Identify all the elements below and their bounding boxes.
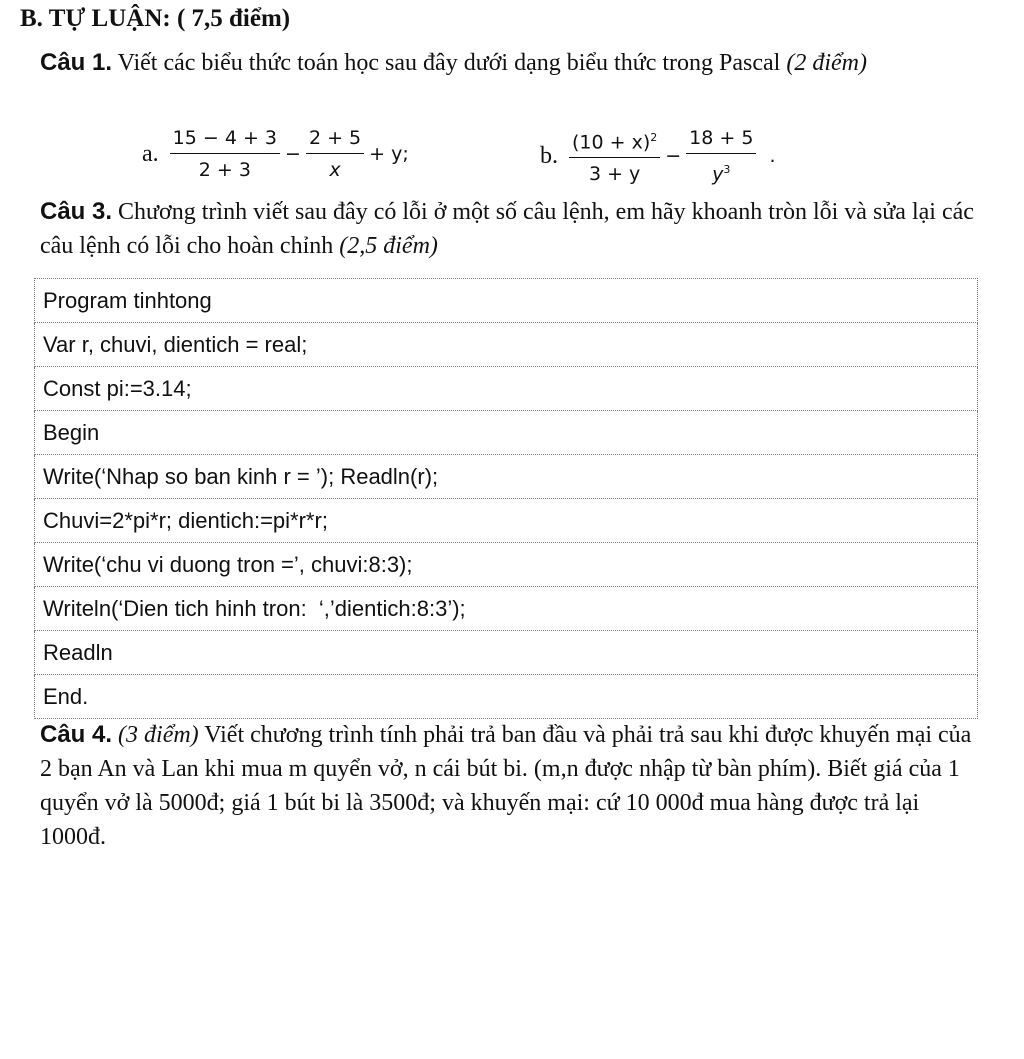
question-4-label: Câu 4. xyxy=(40,721,113,748)
question-3-points: (2,5 điểm) xyxy=(339,233,438,259)
fraction-b1-numerator-base: (10 + x) xyxy=(572,131,651,154)
code-line: Writeln(‘Dien tich hinh tron: ‘,’dientich:8:3’); xyxy=(35,587,978,631)
question-1-label: Câu 1. xyxy=(40,49,113,76)
code-line: End. xyxy=(35,675,978,719)
code-line: Var r, chuvi, dientich = real; xyxy=(35,323,978,367)
fraction-b1-denominator: 3 + y xyxy=(588,163,641,186)
fraction-a2-numerator: 2 + 5 xyxy=(306,126,364,154)
expression-a-tail: + y; xyxy=(369,143,409,165)
expression-b xyxy=(540,126,777,186)
expression-a-label: a. xyxy=(142,140,159,167)
fraction-b2-denominator xyxy=(709,154,733,186)
fraction-b2-numerator: 18 + 5 xyxy=(686,126,756,154)
fraction-a2-denominator: x xyxy=(329,159,341,181)
code-line: Write(‘Nhap so ban kinh r = ’); Readln(r); xyxy=(35,455,978,499)
code-row xyxy=(35,631,978,675)
fraction-a1 xyxy=(170,126,280,182)
fraction-b1-numerator xyxy=(569,126,660,158)
code-line: Program tinhtong xyxy=(35,279,978,323)
expression-a-minus: − xyxy=(285,143,301,165)
fraction-a2 xyxy=(306,126,364,182)
fraction-b2-denominator-base: y xyxy=(712,163,724,186)
fraction-a1-numerator: 15 − 4 + 3 xyxy=(170,126,280,154)
code-line: Chuvi=2*pi*r; dientich:=pi*r*r; xyxy=(35,499,978,543)
fraction-b1 xyxy=(569,126,660,186)
fraction-b2 xyxy=(686,126,756,186)
code-line: Write(‘chu vi duong tron =’, chuvi:8:3); xyxy=(35,543,978,587)
code-row xyxy=(35,499,978,543)
code-row xyxy=(35,587,978,631)
code-row xyxy=(35,323,978,367)
code-table xyxy=(34,278,978,719)
code-row xyxy=(35,279,978,323)
code-line: Readln xyxy=(35,631,978,675)
code-row xyxy=(35,455,978,499)
expression-b-label: b. xyxy=(540,142,558,169)
fraction-b2-denominator-exponent: 3 xyxy=(723,163,731,176)
question-3-text: Chương trình viết sau đây có lỗi ở một số câu lệnh, em hãy khoanh tròn lỗi và sửa lại các câu lệnh có lỗi cho hoàn chỉnh xyxy=(40,199,974,259)
question-3-label: Câu 3. xyxy=(40,198,113,225)
section-heading: B. TỰ LUẬN: ( 7,5 điểm) xyxy=(20,5,291,32)
fraction-a1-denominator: 2 + 3 xyxy=(198,159,251,181)
fraction-b1-numerator-exponent: 2 xyxy=(650,131,658,144)
code-row xyxy=(35,543,978,587)
question-3 xyxy=(40,195,975,263)
code-row xyxy=(35,411,978,455)
question-1-points: (2 điểm) xyxy=(786,50,867,76)
question-1-text: Viết các biểu thức toán học sau đây dưới dạng biểu thức trong Pascal xyxy=(112,50,787,76)
code-row xyxy=(35,675,978,719)
question-4 xyxy=(40,718,975,854)
code-row xyxy=(35,367,978,411)
expression-a xyxy=(142,126,411,182)
code-line: Const pi:=3.14; xyxy=(35,367,978,411)
question-1 xyxy=(40,46,975,80)
code-line: Begin xyxy=(35,411,978,455)
expression-b-tail: . xyxy=(769,145,776,168)
question-4-text: Viết chương trình tính phải trả ban đầu và phải trả sau khi được khuyến mại của 2 bạn An và Lan khi mua m quyển vở, n cái bút bi. (m,n được nhập từ bàn phím). Biết giá của 1 quyển vở là 5000đ; giá 1 bút bi là 3500đ; và khuyến mại: cứ 10 000đ mua hàng được trả lại 1000đ. xyxy=(40,722,972,850)
question-4-points: (3 điểm) xyxy=(112,722,199,748)
expression-b-minus: − xyxy=(665,145,682,168)
